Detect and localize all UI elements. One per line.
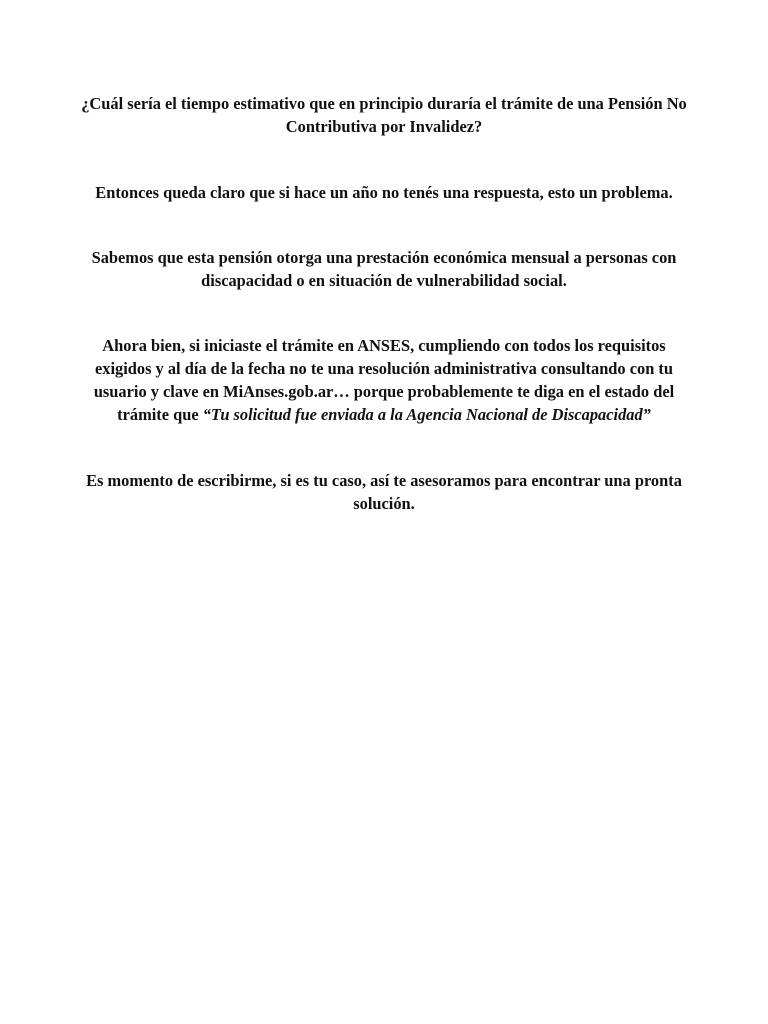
paragraph-pension-description: Sabemos que esta pensión otorga una prestación económica mensual a personas con discapacidad o en situación de vulnerabilidad social.: [91, 248, 677, 290]
paragraph-clarification: Entonces queda claro que si hace un año no tenés una respuesta, esto un problema.: [95, 183, 673, 202]
paragraph-question: ¿Cuál sería el tiempo estimativo que en principio duraría el trámite de una Pensión No Contributiva por Invalidez?: [81, 94, 687, 136]
document-body: [80, 92, 688, 515]
paragraph-anses-text: Ahora bien, si iniciaste el trámite en ANSES, cumpliendo con todos los requisitos exigidos y al día de la fecha no te una resolución administrativa consultando con tu usuario y clave en MiAnses.gob.ar… porque probablemente te diga en el estado del trámite que: [93, 336, 675, 424]
paragraph-anses-status: [80, 334, 688, 426]
paragraph-call-to-action: Es momento de escribirme, si es tu caso, así te asesoramos para encontrar una pronta solución.: [86, 471, 682, 513]
paragraph-anses-quote: “Tu solicitud fue enviada a la Agencia Nacional de Discapacidad”: [202, 405, 651, 424]
